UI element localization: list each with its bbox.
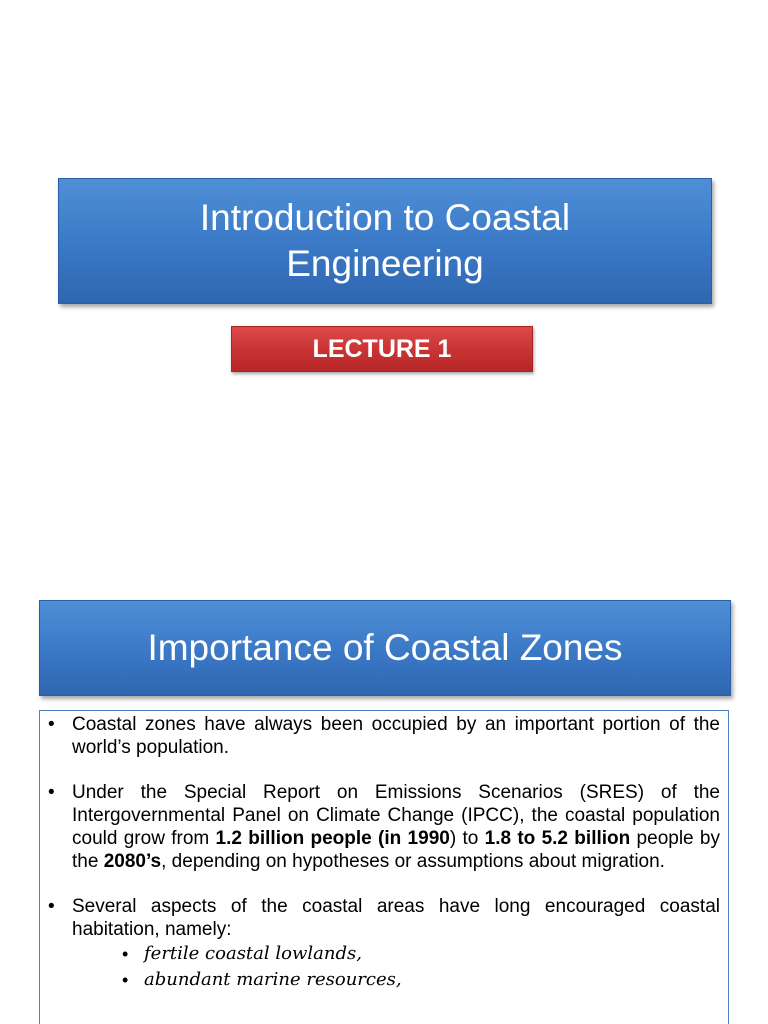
bullet-text: Several aspects of the coastal areas have long encouraged coastal habitation, namely: [72,896,720,940]
slide-2 [0,512,768,1024]
bullet-icon: • [48,896,55,917]
bullet-icon: • [48,782,55,803]
bold-run: 1.2 billion people (in 1990 [215,828,450,849]
section-heading: Importance of Coastal Zones [147,627,623,668]
text-run: Under the Special Report on Emissions Scenarios (SRES) of the Intergovernmental Panel on Climate Change (IPCC), the coastal population could grow from [72,782,720,849]
content-box [39,710,729,1024]
bullet-text [72,781,720,873]
bold-run: 2080’s [103,851,162,872]
text-run: , depending on hypotheses or assumptions about migration. [161,851,665,872]
text-run: ) to [449,828,485,849]
lecture-label: LECTURE 1 [312,334,452,363]
bullet-text: Coastal zones have always been occupied by an important portion of the world’s population. [72,714,720,758]
bullet-icon: • [122,944,129,964]
title-box [58,178,712,304]
lecture-label-box [231,326,533,372]
sub-bullet-text: abundant marine resources, [144,969,402,990]
bullet-item [46,895,720,941]
bullet-icon: • [122,970,129,990]
bullet-icon: • [48,714,55,735]
bold-run: 1.8 to 5.2 billion [484,828,631,849]
sub-bullet-item [46,941,720,967]
slide-title: Introduction to Coastal Engineering [199,197,571,284]
bullet-item [46,713,720,759]
sub-bullet-text: fertile coastal lowlands, [144,943,362,964]
text-run: people by the [72,828,720,872]
sub-bullet-item [46,967,720,993]
section-heading-box [39,600,731,696]
bullet-item [46,781,720,873]
